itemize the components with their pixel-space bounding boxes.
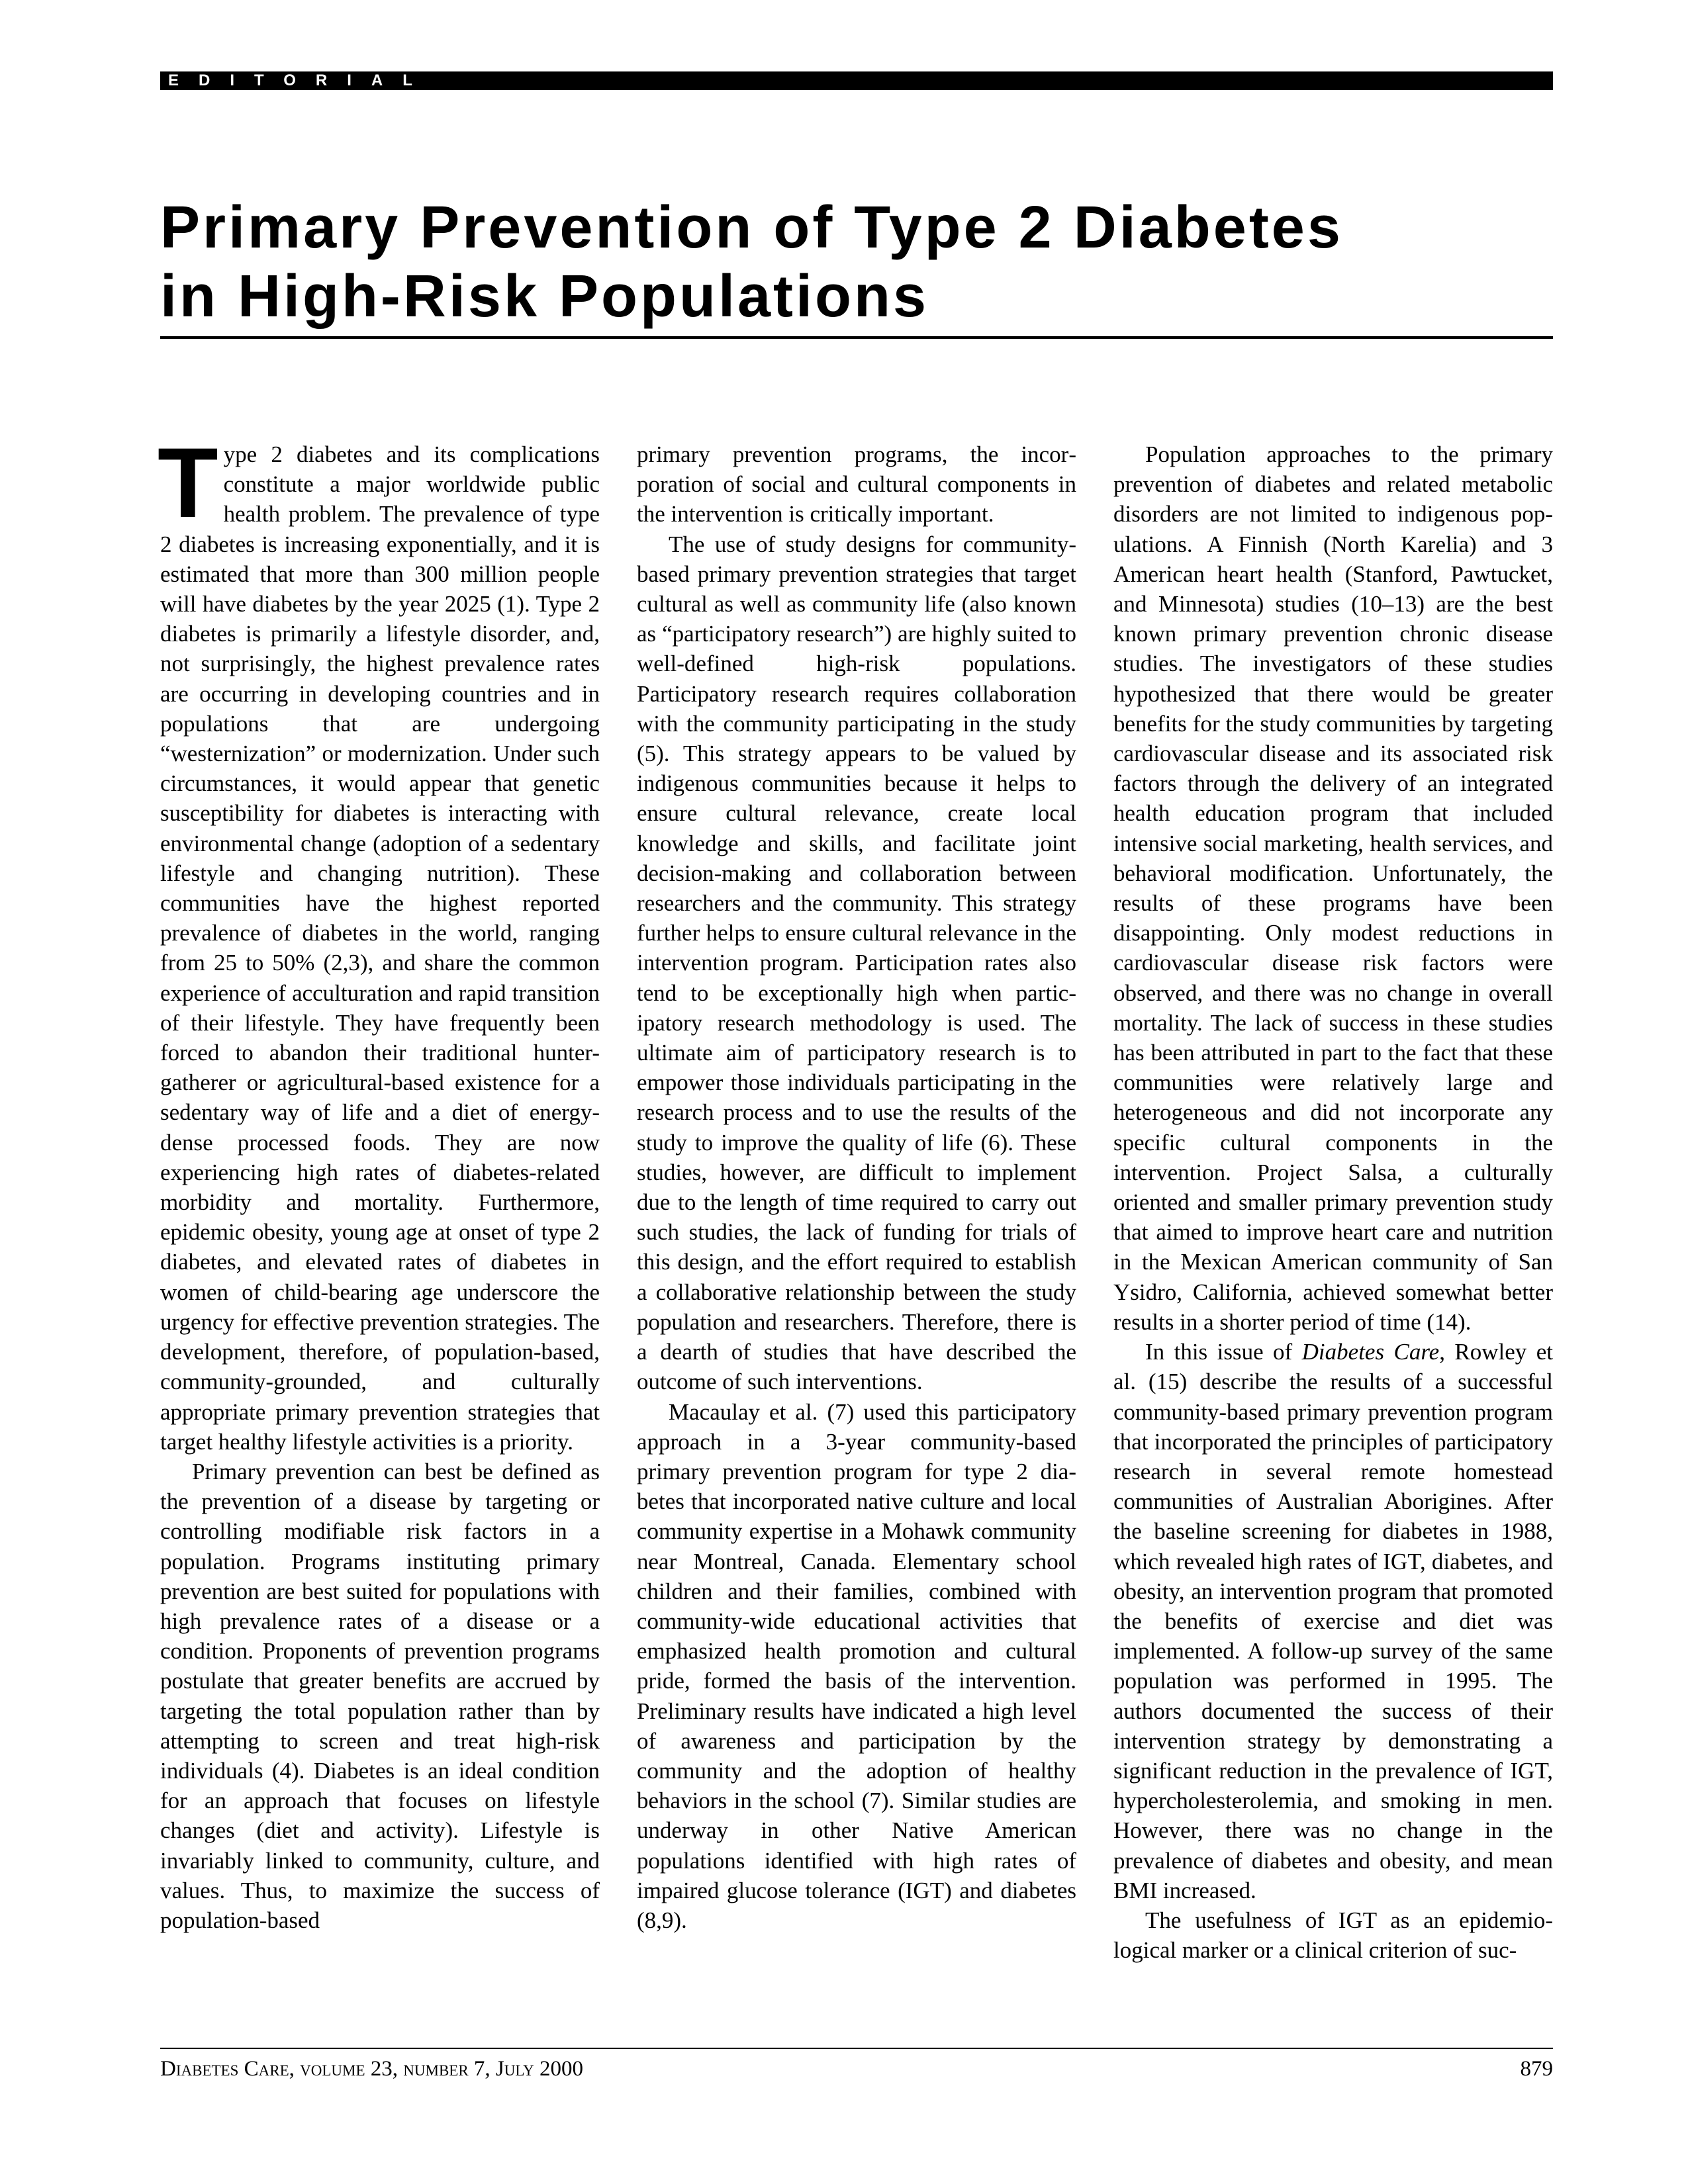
paragraph: Population approaches to the primary prevention of diabetes and related metabolic disorders are not limited to indigenous populations. A Finnish (North Karelia) and 3 American heart health (Stanford, Pawtucket, and Minnesota) studies (10–13) are the best known primary prevention chronic disease studies. The investigators of these studies hypothesized that there would be greater benefits for the study communities by targeting cardiovascular disease and its associated risk factors through the delivery of an integrated health education program that included intensive social marketing, health services, and behavioral modification. Unfortunately, the results of these programs have been disappointing. Only modest reductions in cardiovascular disease risk factors were observed, and there was no change in overall mortality. The lack of success in these studies has been attributed in part to the fact that these communities were relatively large and heterogeneous and did not incorporate any specific cultural components in the intervention. Project Salsa, a culturally oriented and smaller primary prevention study that aimed to improve heart care and nutrition in the Mexican American community of San Ysidro, California, achieved somewhat better results in a shorter period of time (14). xyxy=(1113,441,1553,1335)
paragraph: primary prevention programs, the incorporation of social and cultural components in the intervention is critically important. xyxy=(637,441,1076,527)
journal-citation: Diabetes Care, volume 23, number 7, July 2000 xyxy=(160,2057,583,2081)
paragraph-text: , Rowley et al. (15) describe the results of a successful community-based primary prevention program that incorporated the principles of participatory research in several remote homestead communities of Australian Aborigines. After the baseline screening for diabetes in 1988, which revealed high rates of IGT, diabetes, and obesity, an intervention program that promoted the benefits of exercise and diet was implemented. A follow-up survey of the same population was performed in 1995. The authors documented the success of their intervention strategy by demonstrating a significant reduction in the prevalence of IGT, hypercholesterolemia, and smoking in men. However, there was no change in the prevalence of diabetes and obesity, and mean BMI increased. xyxy=(1113,1339,1553,1903)
section-label: EDITORIAL xyxy=(168,71,432,89)
article-title xyxy=(160,193,1553,331)
text-column-3 xyxy=(1113,439,1553,1965)
paragraph xyxy=(1113,1337,1553,1905)
paragraph-text: In this issue of xyxy=(1145,1339,1302,1365)
drop-cap: T xyxy=(158,427,218,538)
page-number: 879 xyxy=(1520,2057,1553,2081)
paragraph: The usefulness of IGT as an epidemiological marker or a clinical criterion of suc- xyxy=(1113,1907,1553,1964)
paragraph xyxy=(158,427,600,1457)
title-divider xyxy=(160,336,1553,339)
paragraph: The use of study designs for community-based primary prevention strategies that target cultural as well as community life (also known as “participatory research”) are highly suited to well-defined high-risk populations. Participatory research requires collaboration with the community participating in the study (5). This strategy appears to be valued by indigenous communities because it helps to ensure cultural relevance, create local knowledge and skills, and facilitate joint decision-making and collaboration between researchers and the community. This strategy further helps to ensure cultural relevance in the intervention program. Participation rates also tend to be exceptionally high when participatory research methodology is used. The ultimate aim of participatory research is to empower those individuals participating in the research process and to use the results of the study to improve the quality of life (6). These studies, however, are difficult to implement due to the length of time required to carry out such studies, the lack of funding for trials of this design, and the effort required to establish a collaborative relationship between the study population and researchers. Therefore, there is a dearth of studies that have described the outcome of such interventions. xyxy=(637,531,1076,1395)
article-title-line-2: in High-Risk Populations xyxy=(160,263,929,330)
paragraph-text: ype 2 diabetes and its complications constitute a major worldwide public health problem. The prevalence of type 2 diabetes is increasing exponentially, and it is estimated that more than 300 million people will have diabetes by the year 2025 (1). Type 2 diabetes is primarily a lifestyle disorder, and, not surprisingly, the highest prevalence rates are occurring in developing countries and in populations that are undergoing “westernization” or modernization. Under such circumstances, it would appear that genetic susceptibility for diabetes is interacting with environmental change (adoption of a sedentary lifestyle and changing nutrition). These communities have the highest reported prevalence of diabetes in the world, ranging from 25 to 50% (2,3), and share the common experience of acculturation and rapid transition of their lifestyle. They have frequently been forced to abandon their traditional hunter-gatherer or agricultural-based existence for a sedentary way of life and a diet of energy-dense processed foods. They are now experiencing high rates of diabetes-related morbidity and mortality. Furthermore, epidemic obesity, young age at onset of type 2 diabetes, and elevated rates of diabetes in women of child-bearing age underscore the urgency for effective prevention strategies. The development, therefore, of population-based, community-grounded, and culturally appropriate primary prevention strategies that target healthy lifestyle activities is a priority. xyxy=(160,441,600,1455)
text-column-1 xyxy=(158,427,600,1935)
text-column-2 xyxy=(637,439,1076,1935)
journal-name: Diabetes Care xyxy=(1301,1339,1440,1365)
footer-divider xyxy=(160,2048,1553,2049)
article-title-line-1: Primary Prevention of Type 2 Diabetes xyxy=(160,195,1343,261)
paragraph: Macaulay et al. (7) used this participatory approach in a 3-year community-based primary prevention program for type 2 diabetes that incorporated native culture and local community expertise in a Mohawk community near Montreal, Canada. Elementary school children and their families, combined with community-wide educational activities that emphasized health promotion and cultural pride, formed the basis of the intervention. Preliminary results have indicated a high level of awareness and participation by the community and the adoption of healthy behaviors in the school (7). Similar studies are underway in other Native American populations identified with high rates of impaired glucose tolerance (IGT) and diabetes (8,9). xyxy=(637,1398,1076,1933)
paragraph: Primary prevention can best be defined as the prevention of a disease by targeting or controlling modifiable risk factors in a population. Programs instituting primary prevention are best suited for populations with high prevalence rates of a disease or a condition. Proponents of prevention programs postulate that greater benefits are accrued by targeting the total population rather than by attempting to screen and treat high-risk individuals (4). Diabetes is an ideal condition for an approach that focuses on lifestyle changes (diet and activity). Lifestyle is invariably linked to community, culture, and values. Thus, to maximize the success of population-based xyxy=(160,1458,600,1933)
